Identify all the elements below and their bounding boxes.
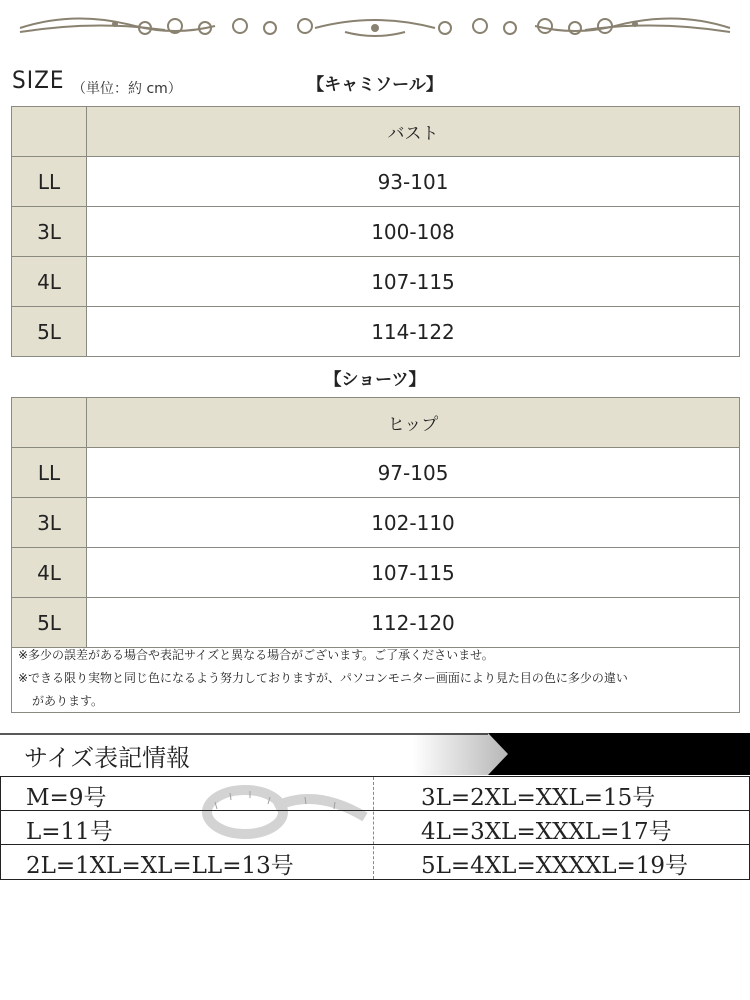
unit-note: （単位：約 cm） (72, 81, 182, 97)
column-header-bust: バスト (87, 107, 740, 157)
table-header-row (12, 107, 740, 157)
size-info-table (0, 776, 750, 880)
value-cell: 107-115 (87, 257, 740, 307)
size-heading: SIZE (12, 66, 65, 94)
corner-cell (12, 398, 87, 448)
size-equivalence: 3L=2XL=XXL=15号 (421, 785, 656, 811)
size-cell: 5L (12, 598, 87, 648)
size-cell: 3L (12, 207, 87, 257)
shorts-size-table (11, 397, 740, 648)
table-row (12, 548, 740, 598)
size-info-title: サイズ表記情報 (24, 744, 191, 772)
size-equivalence: M=9号 (26, 785, 107, 811)
camisole-size-table (11, 106, 740, 357)
note-line: があります。 (32, 694, 104, 708)
table-row (12, 448, 740, 498)
value-cell: 107-115 (87, 548, 740, 598)
table-row (12, 257, 740, 307)
size-cell: 3L (12, 498, 87, 548)
camisole-title: 【キャミソール】 (307, 75, 443, 95)
note-line: ※できる限り実物と同じ色になるよう努力しておりますが、パソコンモニター画面により見た目の色に多少の違い (18, 671, 628, 685)
corner-cell (12, 107, 87, 157)
size-cell: 4L (12, 257, 87, 307)
note-line: ※多少の誤差がある場合や表記サイズと異なる場合がございます。ご了承くださいませ。 (18, 648, 494, 662)
value-cell: 97-105 (87, 448, 740, 498)
size-cell: 5L (12, 307, 87, 357)
notes-box (11, 640, 740, 713)
column-header-hip: ヒップ (87, 398, 740, 448)
value-cell: 93-101 (87, 157, 740, 207)
table-header-row (12, 398, 740, 448)
value-cell: 100-108 (87, 207, 740, 257)
size-cell: LL (12, 448, 87, 498)
table-row (12, 498, 740, 548)
table-row (12, 307, 740, 357)
value-cell: 114-122 (87, 307, 740, 357)
value-cell: 112-120 (87, 598, 740, 648)
table-row (12, 157, 740, 207)
size-equivalence: 5L=4XL=XXXXL=19号 (421, 853, 689, 879)
table-row (12, 207, 740, 257)
size-equivalence: L=11号 (26, 819, 113, 845)
decorative-ornament (15, 6, 735, 46)
table-row (1, 777, 749, 811)
shorts-title: 【ショーツ】 (324, 370, 426, 390)
size-cell: LL (12, 157, 87, 207)
size-equivalence: 4L=3XL=XXXL=17号 (421, 819, 672, 845)
table-row (1, 845, 749, 879)
table-row (1, 811, 749, 845)
size-cell: 4L (12, 548, 87, 598)
size-equivalence: 2L=1XL=XL=LL=13号 (26, 853, 294, 879)
value-cell: 102-110 (87, 498, 740, 548)
